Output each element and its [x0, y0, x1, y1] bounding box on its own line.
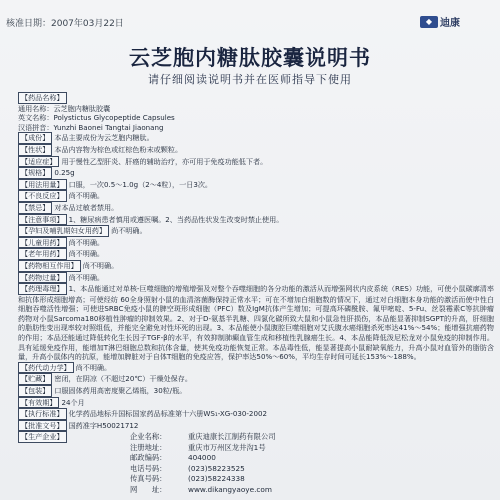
manufacturer-info	[130, 432, 276, 495]
postcode-row: 邮政编码： 404000	[130, 453, 216, 462]
website-link: www.dikangyaoye.com	[188, 484, 273, 494]
generic-name: 通用名称：云芝胞内糖肽胶囊	[18, 103, 111, 113]
section-ingredients: 【成份】 本品主要成份为云芝胞内糖肽。	[18, 132, 494, 144]
section-drug-name: 【药品名称】	[18, 92, 494, 104]
section-spec: 【规格】 0.25g	[18, 167, 494, 179]
insert-body	[18, 92, 494, 443]
website-row: 网 址： www.dikangyaoye.com	[130, 484, 273, 494]
address-row: 注册地址： 重庆市万州区龙井沟1号	[130, 442, 266, 452]
document-subtitle: 请仔细阅读说明书并在医师指导下使用	[148, 73, 352, 86]
section-interaction: 【药物相互作用】 尚不明确。	[18, 260, 494, 272]
section-adverse: 【不良反应】 尚不明确。	[18, 190, 494, 202]
section-pk: 【药代动力学】 尚不明确。	[18, 362, 494, 374]
section-pregnancy: 【孕妇及哺乳期妇女用药】 尚不明确。	[18, 225, 494, 237]
pinyin-name: 汉语拼音：Yunzhi Baonei Tangtai Jiaonang	[18, 122, 164, 132]
section-caution: 【注意事项】 1、糖尿病患者慎用或遵医嘱。2、当药品性状发生改变时禁止使用。	[18, 214, 494, 226]
section-package: 【包装】 口服固体药用高密度聚乙烯瓶，30粒/瓶。	[18, 385, 494, 397]
section-indications: 【适应症】 用于慢性乙型肝炎、肝癌的辅助治疗，亦可用于免疫功能低下者。	[18, 156, 494, 168]
section-elderly: 【老年用药】 尚不明确。	[18, 248, 494, 260]
phone-row: 电话号码： (023)58223525	[130, 463, 245, 473]
section-storage: 【贮藏】 密闭，在阴凉（不超过20℃）干燥处保存。	[18, 373, 494, 385]
fax-row: 传真号码： (023)58224338	[130, 474, 245, 483]
approval-date: 核准日期：2007年03月22日	[6, 19, 124, 29]
company-row: 企业名称： 重庆迪康长江制药有限公司	[130, 432, 276, 441]
brand-logo	[420, 14, 460, 29]
english-name: 英文名称：Polystictus Glycopeptide Capsules	[18, 113, 175, 123]
section-pharmacology: 【药理毒理】 1、本品能通过对单核-巨噬细胞的增殖增强及对整个吞噬细胞的各分功能的激活从而增强网状内皮系统（RES）功能，可使小鼠碳廓清率和抗体形成细胞增高；可使经纺 60全身照射小鼠的血清溶菌酶保持正常水平；可在不增加白细胞数的情况下，通过对白细胞本身功能的激活而使中性白细胞吞噬活性增强；可使进SRBC免疫小鼠的脾空斑形成细胞（PFC）数及IgM抗体产生增加；可提高环磷酰胺、氟甲嘧啶、5-Fu、丝裂霉素C等抗肿瘤药物对小鼠Sarcoma180移植性肿瘤的抑制效果。2、对于D-氨基半乳糖、四氯化碳所致大鼠和小鼠急性肝损伤，本品能显著抑制SGPT的升高，肝细胞的脂肪性变出现率较对照组低，并能完全避免对性坏死的出现。3、本品能使小鼠腹腔巨噬细胞对艾氏腹水癌细胞杀死率达41%～54%；能增强抗癌药物的作用；本品还能通过降低转化生长因子TGF-β的水平，有效抑制肺癫血管生成和移植性乳腺癌生长。4、本品能降低泼尼松龙对小鼠免疫的抑制作用。具有延缓免疫作用，能增加T淋巴细胞总数和抗体含量，使其免疫功能恢复正常。本品毒性低，能显著提高小鼠耐缺氧能力，升高小鼠对血管外的脂肪含量，升高小鼠体内的抗原，能增加脾脏对于自体T细胞的免疫应答，保护率达50%～60%，平均生存时间可延长153%～188%。	[18, 284, 494, 362]
section-contra: 【禁忌】 对本品过敏者禁用。	[18, 202, 494, 214]
logo-mark-icon: ◆	[420, 16, 438, 28]
section-validity: 【有效期】 24个月	[18, 397, 494, 409]
section-usage: 【用法用量】 口服，一次0.5～1.0g（2～4粒），一日3次。	[18, 179, 494, 191]
section-overdose: 【药物过量】 尚不明确。	[18, 272, 494, 284]
section-manufacturer: 【生产企业】	[18, 431, 494, 443]
section-approval: 【批准文号】 国药准字H50021712	[18, 420, 494, 432]
logo-text: 迪康	[440, 18, 460, 29]
document-title: 云芝胞内糖肽胶囊说明书	[129, 46, 371, 70]
section-standard: 【执行标准】 化学药品地标升国标国家药品标准第十六册WS₁-XG-030-2002	[18, 408, 494, 420]
section-character: 【性状】 本品内容物为棕色或红棕色粉末或颗粒。	[18, 144, 494, 156]
section-child: 【儿童用药】 尚不明确。	[18, 237, 494, 249]
